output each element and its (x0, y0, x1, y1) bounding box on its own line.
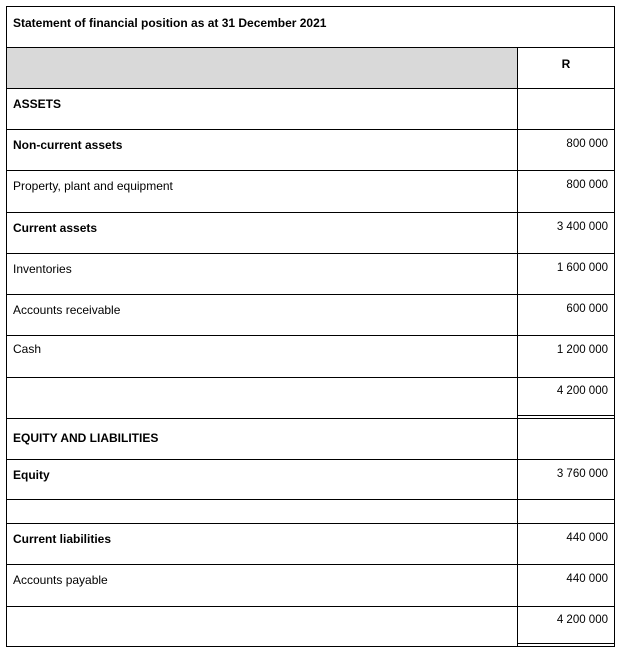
row-amount: 3 760 000 (556, 468, 608, 480)
row-amount: 4 200 000 (556, 614, 608, 626)
amount-cell (517, 254, 614, 294)
table-row (7, 294, 614, 335)
row-amount: 3 400 000 (556, 221, 608, 233)
row-label: EQUITY AND LIABILITIES (13, 431, 159, 445)
amount-cell (517, 607, 614, 646)
table-row (7, 253, 614, 294)
table-row (7, 88, 614, 129)
table-row (7, 212, 614, 253)
amount-cell (517, 130, 614, 170)
amount-cell (517, 524, 614, 564)
amount-cell (517, 460, 614, 499)
amount-cell (517, 500, 614, 523)
row-label: Accounts payable (13, 573, 108, 587)
table-row (7, 418, 614, 459)
row-label: Inventories (13, 262, 72, 276)
amount-cell (517, 89, 614, 129)
table-row (7, 499, 614, 523)
header-row (7, 47, 614, 88)
row-amount: 800 000 (566, 138, 608, 150)
row-amount: 600 000 (566, 303, 608, 315)
amount-cell (517, 378, 614, 418)
row-amount: 4 200 000 (556, 385, 608, 397)
table-row (7, 170, 614, 212)
row-label: Equity (13, 468, 50, 482)
amount-cell (517, 213, 614, 253)
title-row (7, 6, 614, 47)
row-amount: 440 000 (566, 532, 608, 544)
currency-header: R (561, 57, 571, 71)
table-row (7, 564, 614, 606)
table-row (7, 459, 614, 499)
row-label: Current assets (13, 221, 98, 235)
total-double-underline (518, 415, 614, 416)
amount-cell (517, 295, 614, 335)
table-row (7, 335, 614, 377)
table-row (7, 523, 614, 564)
row-label: Cash (13, 342, 42, 356)
amount-cell (517, 419, 614, 459)
row-label: Current liabilities (13, 532, 112, 546)
amount-cell (517, 171, 614, 212)
statement-title: Statement of financial position as at 31 December 2021 (13, 16, 327, 30)
table-row (7, 377, 614, 418)
row-label: Accounts receivable (13, 303, 121, 317)
row-amount: 1 200 000 (556, 344, 608, 356)
total-double-underline (518, 643, 614, 644)
row-label: ASSETS (13, 97, 62, 111)
row-amount: 440 000 (566, 573, 608, 585)
amount-cell (517, 336, 614, 377)
table-row (7, 606, 614, 647)
table-row (7, 129, 614, 170)
amount-cell (517, 565, 614, 606)
header-shading (7, 48, 517, 88)
row-amount: 800 000 (566, 179, 608, 191)
row-label: Property, plant and equipment (13, 179, 173, 193)
financial-statement-table (6, 6, 615, 647)
row-amount: 1 600 000 (556, 262, 608, 274)
header-amount-cell (517, 48, 614, 88)
row-label: Non-current assets (13, 138, 123, 152)
